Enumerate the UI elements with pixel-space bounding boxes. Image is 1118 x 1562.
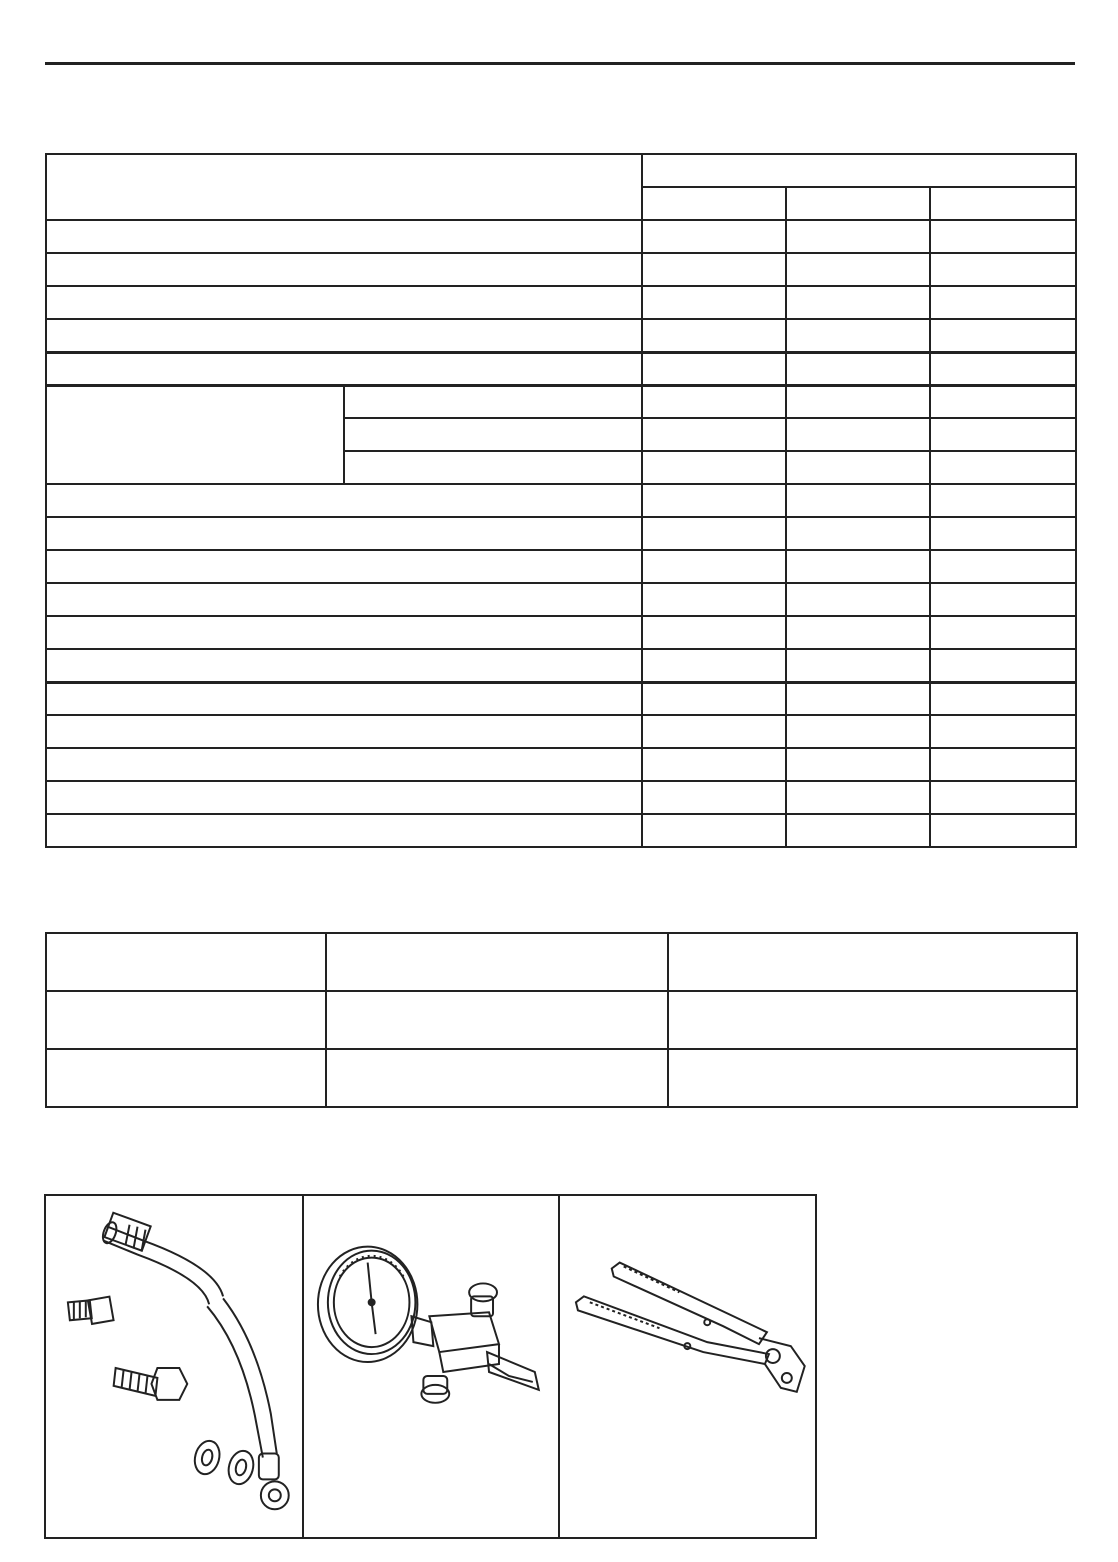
row-value [786,616,930,649]
row-value [786,649,930,682]
row-value [930,352,1076,385]
table-row [46,286,1076,319]
tools-cell [46,1049,326,1107]
row-value [930,286,1076,319]
row-value [642,418,786,451]
row-value [786,781,930,814]
row-value [642,253,786,286]
table-row [46,748,1076,781]
tools-header-cell [46,933,326,991]
row-value [930,682,1076,715]
row-value [642,484,786,517]
row-value [642,748,786,781]
row-label [46,319,642,352]
spec-subcol-1 [642,187,786,220]
spec-subcol-2 [786,187,930,220]
row-value [786,418,930,451]
tools-header-cell [326,933,668,991]
row-value [786,517,930,550]
row-label [46,253,642,286]
row-value [642,286,786,319]
table-row [46,484,1076,517]
table-row [46,352,1076,385]
row-sublabel [344,385,642,418]
row-value [930,484,1076,517]
row-value [786,715,930,748]
table-row [46,991,1077,1049]
table-row [46,616,1076,649]
row-value [930,517,1076,550]
header-rule [45,62,1075,65]
row-value [786,352,930,385]
row-value [642,220,786,253]
spec-table [45,153,1077,848]
row-value [930,418,1076,451]
row-value [786,748,930,781]
table-row [46,649,1076,682]
row-value [642,451,786,484]
row-value [642,385,786,418]
spec-header-row [46,154,1076,187]
row-label [46,352,642,385]
row-value [642,781,786,814]
row-value [642,715,786,748]
spec-group-label [642,154,1076,187]
row-label [46,550,642,583]
row-value [930,616,1076,649]
table-row [46,517,1076,550]
row-label [46,616,642,649]
special-tools-table [45,932,1078,1108]
table-row [46,781,1076,814]
row-value [786,814,930,847]
row-group-label [46,385,344,484]
row-value [786,484,930,517]
tools-cell [326,991,668,1049]
table-row [46,682,1076,715]
hose-adapter-kit-illustration [46,1196,304,1537]
row-value [786,583,930,616]
row-value [642,319,786,352]
row-label [46,682,642,715]
row-value [930,385,1076,418]
row-value [642,682,786,715]
table-row [46,319,1076,352]
row-label [46,715,642,748]
pressure-gauge-illustration [304,1196,561,1537]
row-label [46,781,642,814]
tool-figures [44,1194,817,1539]
row-value [930,748,1076,781]
row-sublabel [344,451,642,484]
row-value [642,517,786,550]
row-value [930,550,1076,583]
tools-cell [46,991,326,1049]
row-label [46,484,642,517]
tools-header-row [46,933,1077,991]
row-value [786,220,930,253]
tools-cell [668,1049,1077,1107]
row-value [930,319,1076,352]
table-row [46,385,1076,418]
row-value [642,814,786,847]
tools-cell [668,991,1077,1049]
row-value [642,616,786,649]
row-value [930,715,1076,748]
table-row [46,814,1076,847]
spec-subcol-3 [930,187,1076,220]
row-value [930,649,1076,682]
crimping-pliers-illustration [560,1196,815,1537]
table-row [46,583,1076,616]
row-sublabel [344,418,642,451]
row-value [930,253,1076,286]
row-label [46,517,642,550]
row-value [930,583,1076,616]
row-value [930,781,1076,814]
row-label [46,814,642,847]
row-label [46,649,642,682]
row-value [786,319,930,352]
row-label [46,748,642,781]
row-value [786,682,930,715]
table-row [46,715,1076,748]
table-row [46,550,1076,583]
row-value [930,220,1076,253]
row-value [642,583,786,616]
row-value [930,814,1076,847]
tools-cell [326,1049,668,1107]
row-value [786,385,930,418]
row-value [642,352,786,385]
tools-header-cell [668,933,1077,991]
table-row [46,1049,1077,1107]
table-row [46,220,1076,253]
row-value [786,286,930,319]
row-value [642,550,786,583]
row-value [786,550,930,583]
row-label [46,583,642,616]
table-row [46,253,1076,286]
spec-header-label [46,154,642,220]
row-value [642,649,786,682]
row-value [786,451,930,484]
row-value [930,451,1076,484]
row-label [46,286,642,319]
row-value [786,253,930,286]
row-label [46,220,642,253]
